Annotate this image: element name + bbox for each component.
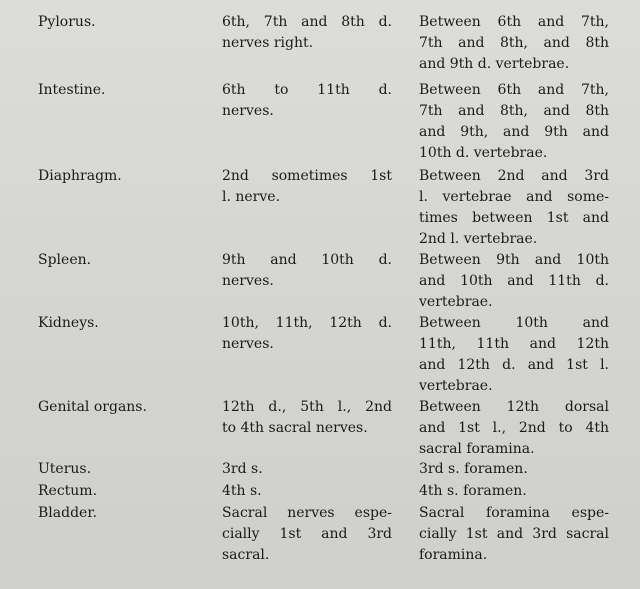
text-line: 7th and 8th, and 8th [419,35,609,51]
vertebral-area [419,313,609,397]
organ-name: Kidneys. [38,315,99,331]
text-line: Sacral foramina espe- [419,505,609,521]
text-line: cially 1st and 3rd sacral [419,526,609,542]
text-line: sacral. [222,547,270,563]
organ-name: Pylorus. [38,14,96,30]
nerve-supply [222,503,392,566]
organ-name: Spleen. [38,252,92,268]
text-line: 12th d., 5th l., 2nd [222,399,392,415]
nerve-supply [222,12,392,54]
text-line: vertebrae. [419,378,493,394]
text-line: sacral foramina. [419,441,535,457]
text-line: Between 10th and [419,315,609,331]
text-line: foramina. [419,547,488,563]
text-line: l. nerve. [222,189,281,205]
text-line: cially 1st and 3rd [222,526,392,542]
vertebral-area [419,80,609,164]
text-line: vertebrae. [419,294,493,310]
vertebral-area [419,481,609,502]
text-line: nerves. [222,103,274,119]
text-line: 10th d. vertebrae. [419,145,548,161]
text-line: 6th to 11th d. [222,82,392,98]
nerve-supply [222,80,392,122]
text-line: Between 2nd and 3rd [419,168,609,184]
vertebral-area [419,459,609,480]
text-line: and 12th d. and 1st l. [419,357,609,373]
organ-name: Bladder. [38,505,97,521]
vertebral-area [419,250,609,313]
text-line: 9th and 10th d. [222,252,392,268]
text-line: Between 9th and 10th [419,252,609,268]
nerve-supply [222,166,392,208]
text-line: 3rd s. [222,461,263,477]
text-line: 2nd l. vertebrae. [419,231,538,247]
text-line: and 9th, and 9th and [419,124,609,140]
nerve-supply [222,313,392,355]
text-line: Sacral nerves espe- [222,505,392,521]
text-line: Between 12th dorsal [419,399,609,415]
vertebral-area [419,166,609,250]
text-line: and 9th d. vertebrae. [419,56,570,72]
text-line: and 10th and 11th d. [419,273,609,289]
text-line: times between 1st and [419,210,609,226]
text-line: nerves. [222,273,274,289]
vertebral-area [419,12,609,75]
nerve-supply [222,481,392,502]
nerve-supply [222,250,392,292]
text-line: nerves. [222,336,274,352]
text-line: nerves right. [222,35,314,51]
text-line: Between 6th and 7th, [419,14,609,30]
text-line: to 4th sacral nerves. [222,420,368,436]
nerve-supply [222,397,392,439]
text-line: l. vertebrae and some- [419,189,609,205]
text-line: 6th, 7th and 8th d. [222,14,392,30]
text-line: 7th and 8th, and 8th [419,103,609,119]
text-line: Between 6th and 7th, [419,82,609,98]
nerve-supply [222,459,392,480]
text-line: 3rd s. foramen. [419,461,528,477]
vertebral-area [419,397,609,460]
organ-name: Genital organs. [38,399,147,415]
text-line: and 1st l., 2nd to 4th [419,420,609,436]
organ-name: Rectum. [38,483,98,499]
vertebral-area [419,503,609,566]
organ-name: Intestine. [38,82,106,98]
text-line: 2nd sometimes 1st [222,168,392,184]
organ-name: Uterus. [38,461,92,477]
text-line: 4th s. foramen. [419,483,527,499]
text-line: 10th, 11th, 12th d. [222,315,392,331]
organ-name: Diaphragm. [38,168,122,184]
text-line: 11th, 11th and 12th [419,336,609,352]
text-line: 4th s. [222,483,262,499]
